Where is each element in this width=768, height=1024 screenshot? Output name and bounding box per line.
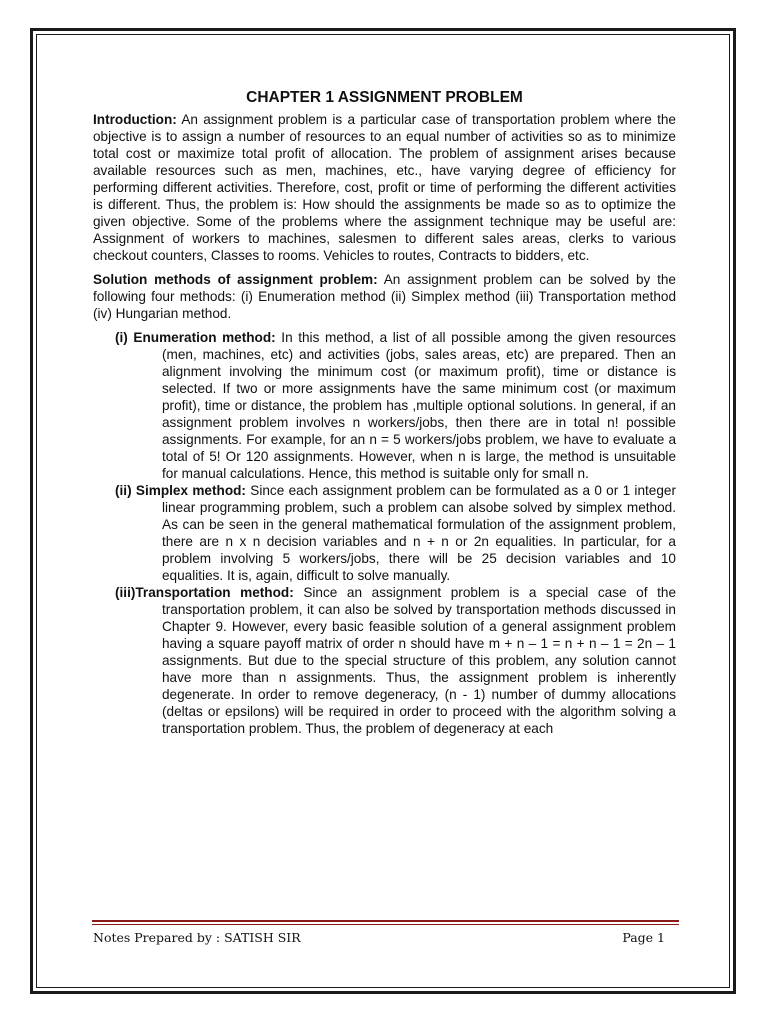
footer-page-number: Page 1 (622, 930, 665, 945)
footer-rule-thick (92, 920, 679, 922)
method-transportation (93, 584, 676, 737)
intro-paragraph (93, 111, 676, 264)
solution-label: Solution methods of assignment problem: (93, 272, 378, 287)
chapter-title: CHAPTER 1 ASSIGNMENT PROBLEM (246, 89, 523, 106)
method-enumeration (93, 329, 676, 482)
footer-rule-thin (92, 924, 679, 925)
method-simplex-text: Since each assignment problem can be formulated as a 0 or 1 integer linear programming problem, such a problem can alsobe solved by simplex method. As can be seen in the general mathematical formulation of the assignment problem, there are n x n decision variables and n + n or 2n equalities. In particular, for a problem involving 5 workers/jobs, there will be 25 decision variables and 10 equalities. It is, again, difficult to solve manually. (162, 483, 677, 583)
solution-text: An assignment problem can be solved by the following four methods: (i) Enumeration method (ii) Simplex method (iii) Transportation method (iv) Hungarian method. (93, 272, 676, 321)
intro-label: Introduction: (93, 112, 177, 127)
method-transportation-text: Since an assignment problem is a special case of the transportation problem, it can also be solved by transportation methods discussed in Chapter 9. However, every basic feasible solution of a general assignment problem having a square payoff matrix of order n should have m + n – 1 = n + n – 1 = 2n – 1 assignments. But due to the special structure of this problem, any solution cannot have more than n assignments. Thus, the assignment problem is inherently degenerate. In order to remove degeneracy, (n - 1) number of dummy allocations (deltas or epsilons) will be required in order to proceed with the algorithm solving a transportation problem. Thus, the problem of degeneracy at each (162, 585, 677, 736)
footer-author: Notes Prepared by : SATISH SIR (93, 930, 301, 945)
method-transportation-label: (iii)Transportation method: (115, 585, 294, 600)
document-body (93, 88, 676, 737)
method-simplex-label: (ii) Simplex method: (115, 483, 246, 498)
intro-text: An assignment problem is a particular case of transportation problem where the objective is to assign a number of resources to an equal number of activities so as to minimize total cost or maximize total profit of allocation. The problem of assignment arises because available resources such as men, machines, etc., have varying degree of efficiency for performing different activities. Therefore, cost, profit or time of performing the different activities is different. Thus, the problem is: How should the assignments be made so as to optimize the given objective. Some of the problems where the assignment technique may be useful are: Assignment of workers to machines, salesmen to different sales areas, clerks to various checkout counters, Classes to rooms. Vehicles to routes, Contracts to bidders, etc. (93, 112, 676, 263)
method-enumeration-label: (i) Enumeration method: (115, 330, 276, 345)
solution-paragraph (93, 271, 676, 322)
method-simplex (93, 482, 676, 584)
page-footer (93, 930, 665, 945)
method-enumeration-text: In this method, a list of all possible among the given resources (men, machines, etc) and activities (jobs, sales areas, etc) are prepared. Then an alignment involving the minimum cost (or maximum profit), time or distance is selected. If two or more assignments have the same minimum cost (or maximum profit), time or distance, the problem has ,multiple optional solutions. In general, if an assignment problem involves n workers/jobs, then there are in total n! possible assignments. For example, for an n = 5 workers/jobs problem, we have to evaluate a total of 5! Or 120 assignments. However, when n is large, the method is unsuitable for manual calculations. Hence, this method is suitable only for small n. (162, 330, 676, 481)
